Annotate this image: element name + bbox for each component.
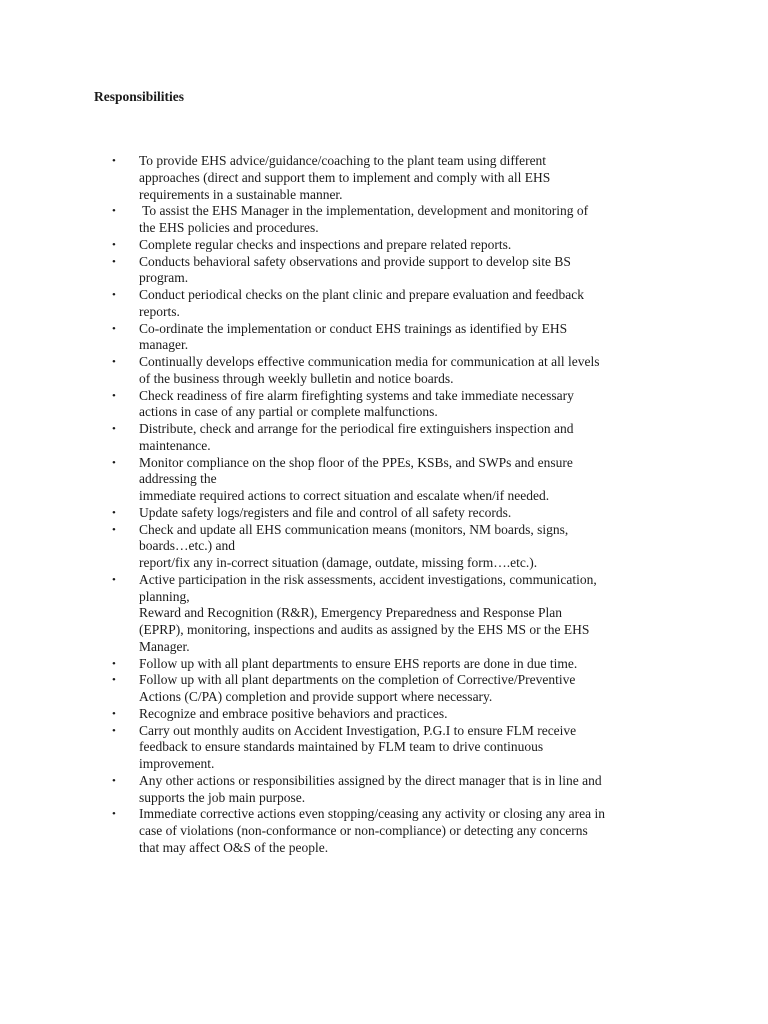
list-item [112,572,682,656]
section-heading: Responsibilities [94,89,185,104]
responsibilities-list [112,153,682,857]
list-item-text-line: Reward and Recognition (R&R), Emergency Preparedness and Response Plan [139,605,563,621]
bullet-icon: • [112,322,116,335]
list-item-text-line: Active participation in the risk assessments, accident investigations, communication, [139,571,597,587]
bullet-icon: • [112,808,116,821]
bullet-icon: • [112,707,116,720]
list-item-text-line: case of violations (non-conformance or non-compliance) or detecting any concerns [139,823,588,838]
list-item-text-line: planning, [139,588,190,604]
list-item-text-line: supports the job main purpose. [139,789,306,805]
list-item [112,321,682,355]
list-item [112,706,682,723]
list-item-text-line: report/fix any in-correct situation (damage, outdate, missing form….etc.). [139,555,538,570]
list-item [112,656,682,673]
list-item [112,237,682,254]
list-item-text-line: Continually develops effective communication media for communication at all levels [139,354,600,369]
list-item-text-line: Complete regular checks and inspections and prepare related reports. [139,236,512,252]
bullet-icon: • [112,657,116,670]
list-item-text-line: the EHS policies and procedures. [139,220,319,235]
list-item-text-line: Check readiness of fire alarm firefighting systems and take immediate necessary [139,387,574,403]
list-item-text-line: To provide EHS advice/guidance/coaching to the plant team using different [139,153,547,168]
list-item-text-line: improvement. [139,756,215,771]
list-item-text-line: To assist the EHS Manager in the implementation, development and monitoring of [139,203,589,219]
list-item-text-line: Actions (C/PA) completion and provide support where necessary. [139,689,493,704]
list-item [112,522,682,572]
list-item-text-line: Any other actions or responsibilities assigned by the direct manager that is in line and [139,772,602,788]
list-item [112,723,682,773]
list-item-text-line: approaches (direct and support them to implement and comply with all EHS [139,169,551,185]
list-item [112,203,682,237]
list-item-text-line: Manager. [139,638,190,654]
list-item-text-line: requirements in a sustainable manner. [139,186,343,202]
bullet-icon: • [112,238,116,251]
list-item [112,806,682,856]
list-item-text-line: Update safety logs/registers and file and control of all safety records. [139,504,512,520]
bullet-icon: • [112,506,116,519]
bullet-icon: • [112,774,116,787]
list-item [112,388,682,422]
bullet-icon: • [112,456,116,469]
list-item [112,287,682,321]
list-item-text-line: Co-ordinate the implementation or conduct EHS trainings as identified by EHS [139,320,568,336]
list-item-text-line: that may affect O&S of the people. [139,839,329,855]
bullet-icon: • [112,389,116,402]
list-item [112,153,682,203]
list-item-text-line: Conducts behavioral safety observations and provide support to develop site BS [139,253,571,269]
bullet-icon: • [112,573,116,586]
list-item-text-line: addressing the [139,471,217,487]
list-item-text-line: Recognize and embrace positive behaviors and practices. [139,705,448,721]
list-item [112,505,682,522]
list-item-text-line: maintenance. [139,437,211,453]
bullet-icon: • [112,155,116,167]
list-item-text-line: feedback to ensure standards maintained by FLM team to drive continuous [139,739,544,755]
list-item [112,455,682,505]
list-item-text-line: Follow up with all plant departments to ensure EHS reports are done in due time. [139,655,578,671]
list-item-text-line: Carry out monthly audits on Accident Investigation, P.G.I to ensure FLM receive [139,722,577,738]
list-item-text-line: of the business through weekly bulletin and notice boards. [139,370,454,386]
bullet-icon: • [112,423,116,435]
bullet-icon: • [112,289,116,301]
list-item-text-line: reports. [139,303,180,319]
bullet-icon: • [112,255,116,268]
list-item-text-line: (EPRP), monitoring, inspections and audits as assigned by the EHS MS or the EHS [139,622,590,637]
list-item-text-line: Monitor compliance on the shop floor of the PPEs, KSBs, and SWPs and ensure [139,454,573,470]
list-item-text-line: Conduct periodical checks on the plant clinic and prepare evaluation and feedback [139,287,584,302]
bullet-icon: • [112,356,116,368]
bullet-icon: • [112,674,116,687]
list-item-text-line: Distribute, check and arrange for the periodical fire extinguishers inspection and [139,421,574,436]
bullet-icon: • [112,205,116,218]
list-item-text-line: immediate required actions to correct situation and escalate when/if needed. [139,488,550,503]
list-item [112,773,682,807]
list-item-text-line: Follow up with all plant departments on the completion of Corrective/Preventive [139,672,576,688]
list-item-text-line: actions in case of any partial or complete malfunctions. [139,404,438,420]
list-item [112,421,682,455]
list-item-text-line: Immediate corrective actions even stopping/ceasing any activity or closing any area in [139,806,605,822]
list-item [112,254,682,288]
list-item [112,354,682,388]
list-item [112,672,682,706]
list-item-text-line: Check and update all EHS communication means (monitors, NM boards, signs, [139,521,569,537]
bullet-icon: • [112,724,116,737]
list-item-text-line: boards…etc.) and [139,538,235,554]
list-item-text-line: manager. [139,337,189,353]
bullet-icon: • [112,523,116,536]
list-item-text-line: program. [139,270,189,286]
